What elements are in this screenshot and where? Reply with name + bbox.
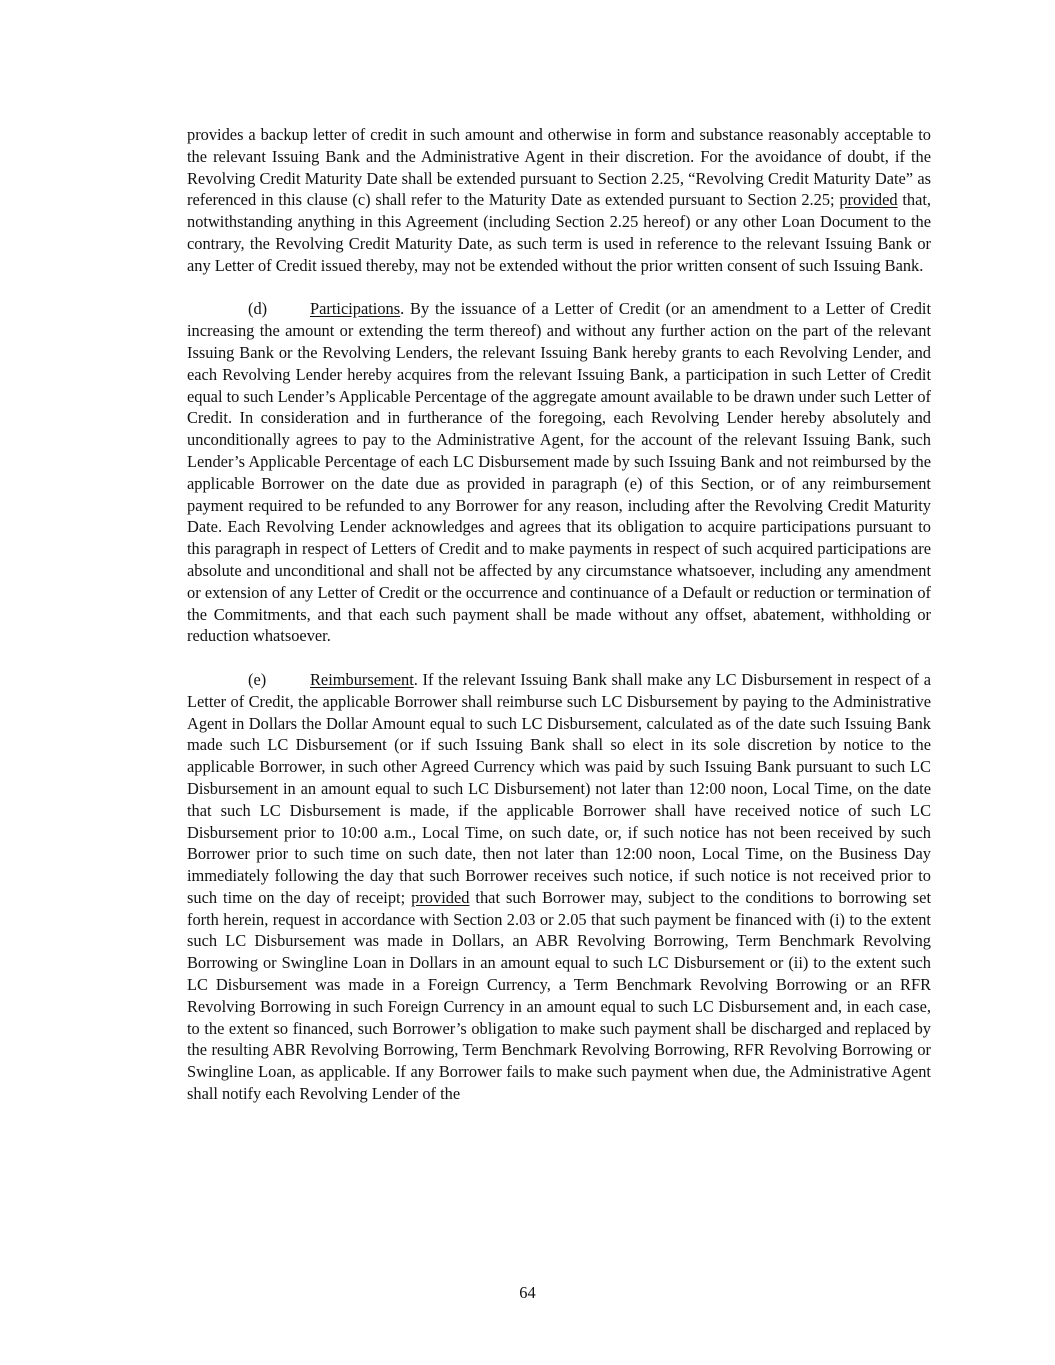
- clause-heading-reimbursement: Reimbursement: [310, 669, 414, 689]
- page-number: 64: [519, 1283, 536, 1302]
- paragraph-text: . If the relevant Issuing Bank shall make any LC Disbursement in respect of a Letter of Credit, the applicable Borrower shall reimburse such LC Disbursement by paying to the Administrative Agent in Dollars the Dollar Amount equal to such LC Disbursement, calculated as of the date such Issuing Bank made such LC Disbursement (or if such Issuing Bank shall so elect in its sole discretion by notice to the applicable Borrower, in such other Agreed Currency which was paid by such Issuing Bank pursuant to such LC Disbursement in an amount equal to such LC Disbursement) not later than 12:00 noon, Local Time, on the date that such LC Disbursement is made, if the applicable Borrower shall have received notice of such LC Disbursement prior to 10:00 a.m., Local Time, on such date, or, if such notice has not been received by such Borrower prior to such time on such date, then not later than 12:00 noon, Local Time, on the Business Day immediately following the day that such Borrower receives such notice, if such notice is not received prior to such time on the day of receipt;: [187, 669, 931, 907]
- document-body: [187, 124, 931, 1105]
- paragraph-text: . By the issuance of a Letter of Credit (or an amendment to a Letter of Credit increasing the amount or extending the term thereof) and without any further action on the part of the relevant Issuing Bank or the Revolving Lenders, the relevant Issuing Bank hereby grants to each Revolving Lender, and each Revolving Lender hereby acquires from the relevant Issuing Bank, a participation in such Letter of Credit equal to such Lender’s Applicable Percentage of the aggregate amount available to be drawn under such Letter of Credit. In consideration and in furtherance of the foregoing, each Revolving Lender hereby absolutely and unconditionally agrees to pay to the Administrative Agent, for the account of the relevant Issuing Bank, such Lender’s Applicable Percentage of each LC Disbursement made by such Issuing Bank and not reimbursed by the applicable Borrower on the date due as provided in paragraph (e) of this Section, or of any reimbursement payment required to be refunded to any Borrower for any reason, including after the Revolving Credit Maturity Date. Each Revolving Lender acknowledges and agrees that its obligation to acquire participations pursuant to this paragraph in respect of Letters of Credit and to make payments in respect of such acquired participations are absolute and unconditional and shall not be affected by any circumstance whatsoever, including any amendment or extension of any Letter of Credit or the occurrence and continuance of a Default or reduction or termination of the Commitments, and that each such payment shall be made without any offset, abatement, withholding or reduction whatsoever.: [187, 299, 931, 646]
- paragraph-c-continuation: [187, 124, 931, 277]
- clause-label-e: (e): [248, 669, 267, 689]
- paragraph-d-participations: [187, 298, 931, 647]
- paragraph-text: that, notwithstanding anything in this Agreement (including Section 2.25 hereof) or any other Loan Document to the contrary, the Revolving Credit Maturity Date, as such term is used in reference to the relevant Issuing Bank or any Letter of Credit issued thereby, may not be extended without the prior written consent of such Issuing Bank.: [187, 190, 931, 275]
- clause-heading-participations: Participations: [310, 299, 401, 319]
- clause-label-d: (d): [248, 299, 268, 319]
- paragraph-text: provides a backup letter of credit in such amount and otherwise in form and substance reasonably acceptable to the relevant Issuing Bank and the Administrative Agent in their discretion. For the avoidance of doubt, if the Revolving Credit Maturity Date shall be extended pursuant to Section 2.25, “Revolving Credit Maturity Date” as referenced in this clause (c) shall refer to the Maturity Date as extended pursuant to Section 2.25;: [187, 125, 931, 210]
- paragraph-e-reimbursement: [187, 669, 931, 1105]
- provided-term: provided: [411, 887, 470, 907]
- provided-term: provided: [839, 190, 898, 210]
- paragraph-text: that such Borrower may, subject to the conditions to borrowing set forth herein, request in accordance with Section 2.03 or 2.05 that such payment be financed with (i) to the extent such LC Disbursement was made in Dollars, an ABR Revolving Borrowing, Term Benchmark Revolving Borrowing or Swingline Loan in Dollars in an amount equal to such LC Disbursement or (ii) to the extent such LC Disbursement was made in a Foreign Currency, a Term Benchmark Revolving Borrowing or an RFR Revolving Borrowing in such Foreign Currency in an amount equal to such LC Disbursement and, in each case, to the extent so financed, such Borrower’s obligation to make such payment shall be discharged and replaced by the resulting ABR Revolving Borrowing, Term Benchmark Revolving Borrowing, RFR Revolving Borrowing or Swingline Loan, as applicable. If any Borrower fails to make such payment when due, the Administrative Agent shall notify each Revolving Lender of the: [187, 887, 931, 1104]
